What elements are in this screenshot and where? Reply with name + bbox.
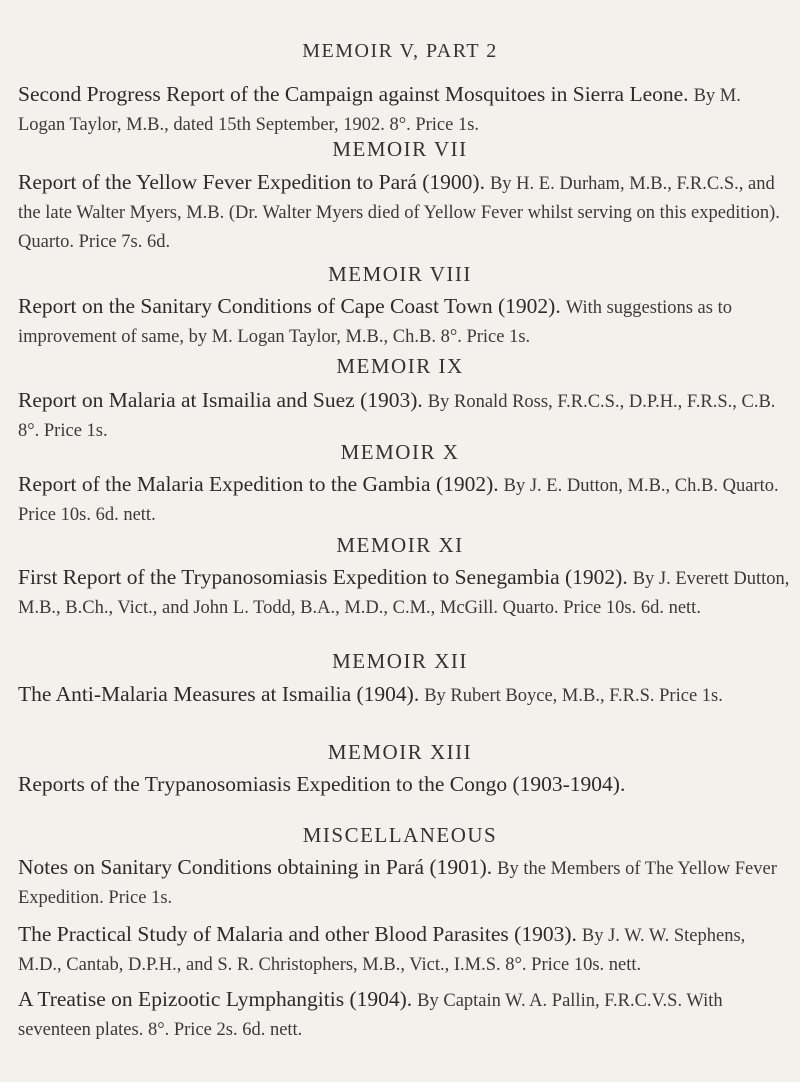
entry-title: Notes on Sanitary Conditions obtaining in Pará (1901). <box>18 855 493 879</box>
entry-title: Report of the Yellow Fever Expedition to Pará (1900). <box>18 170 485 194</box>
entry-details: By J. Everett Dutton, M.B., B.Ch., Vict., and John L. Todd, B.A., M.D., C.M., McGill. Quarto. Price 10s. 6d. nett. <box>18 569 790 618</box>
entry-title: Report on Malaria at Ismailia and Suez (1903). <box>18 388 423 412</box>
catalogue-entry <box>18 80 790 139</box>
entry-details: By M. Logan Taylor, M.B., dated 15th September, 1902. 8°. Price 1s. <box>18 86 741 135</box>
entry-title: The Anti-Malaria Measures at Ismailia (1904). <box>18 682 420 706</box>
entry-title: A Treatise on Epizootic Lymphangitis (1904). <box>18 987 413 1011</box>
section-heading: MEMOIR XII <box>332 649 468 673</box>
section-heading: MISCELLANEOUS <box>302 823 498 847</box>
entry-details: With suggestions as to improvement of same, by M. Logan Taylor, M.B., Ch.B. 8°. Price 1s. <box>18 298 732 347</box>
entry-details: By Ronald Ross, F.R.C.S., D.P.H., F.R.S., C.B. 8°. Price 1s. <box>18 392 776 441</box>
catalogue-entry <box>18 680 790 710</box>
entry-details: By J. W. W. Stephens, M.D., Cantab, D.P.H., and S. R. Christophers, M.B., Vict., I.M.S. 8°. Price 10s. nett. <box>18 926 746 975</box>
entry-details: By H. E. Durham, M.B., F.R.C.S., and the late Walter Myers, M.B. (Dr. Walter Myers died of Yellow Fever whilst serving on this expedition). Quarto. Price 7s. 6d. <box>18 174 780 252</box>
section-heading: MEMOIR VIII <box>328 262 472 286</box>
catalogue-entry <box>18 770 790 799</box>
catalogue-entry <box>18 853 790 912</box>
entry-details: By the Members of The Yellow Fever Expedition. Price 1s. <box>18 859 777 908</box>
section-heading: MEMOIR X <box>340 440 460 464</box>
entry-details: By Rubert Boyce, M.B., F.R.S. Price 1s. <box>424 686 723 706</box>
entry-title: Report of the Malaria Expedition to the Gambia (1902). <box>18 472 499 496</box>
catalogue-entry <box>18 920 790 979</box>
catalogue-entry <box>18 168 790 256</box>
entry-title: First Report of the Trypanosomiasis Expedition to Senegambia (1902). <box>18 565 628 589</box>
section-heading: MEMOIR VII <box>332 137 468 161</box>
entry-title: Report on the Sanitary Conditions of Cape Coast Town (1902). <box>18 294 561 318</box>
catalogue-entry <box>18 985 790 1044</box>
page-header: MEMOIR V, PART 2 <box>302 40 498 62</box>
entry-title: Second Progress Report of the Campaign against Mosquitoes in Sierra Leone. <box>18 82 689 106</box>
catalogue-entry <box>18 292 790 351</box>
section-heading: MEMOIR IX <box>336 354 464 378</box>
entry-details: By J. E. Dutton, M.B., Ch.B. Quarto. Price 10s. 6d. nett. <box>18 476 779 525</box>
catalogue-entry <box>18 386 790 445</box>
catalogue-entry <box>18 470 790 529</box>
entry-title: The Practical Study of Malaria and other Blood Parasites (1903). <box>18 922 577 946</box>
section-heading: MEMOIR XI <box>336 533 464 557</box>
entry-details: By Captain W. A. Pallin, F.R.C.V.S. With seventeen plates. 8°. Price 2s. 6d. nett. <box>18 991 723 1040</box>
catalogue-entry <box>18 563 790 622</box>
entry-title: Reports of the Trypanosomiasis Expedition to the Congo (1903-1904). <box>18 772 626 796</box>
section-heading: MEMOIR XIII <box>327 740 473 764</box>
